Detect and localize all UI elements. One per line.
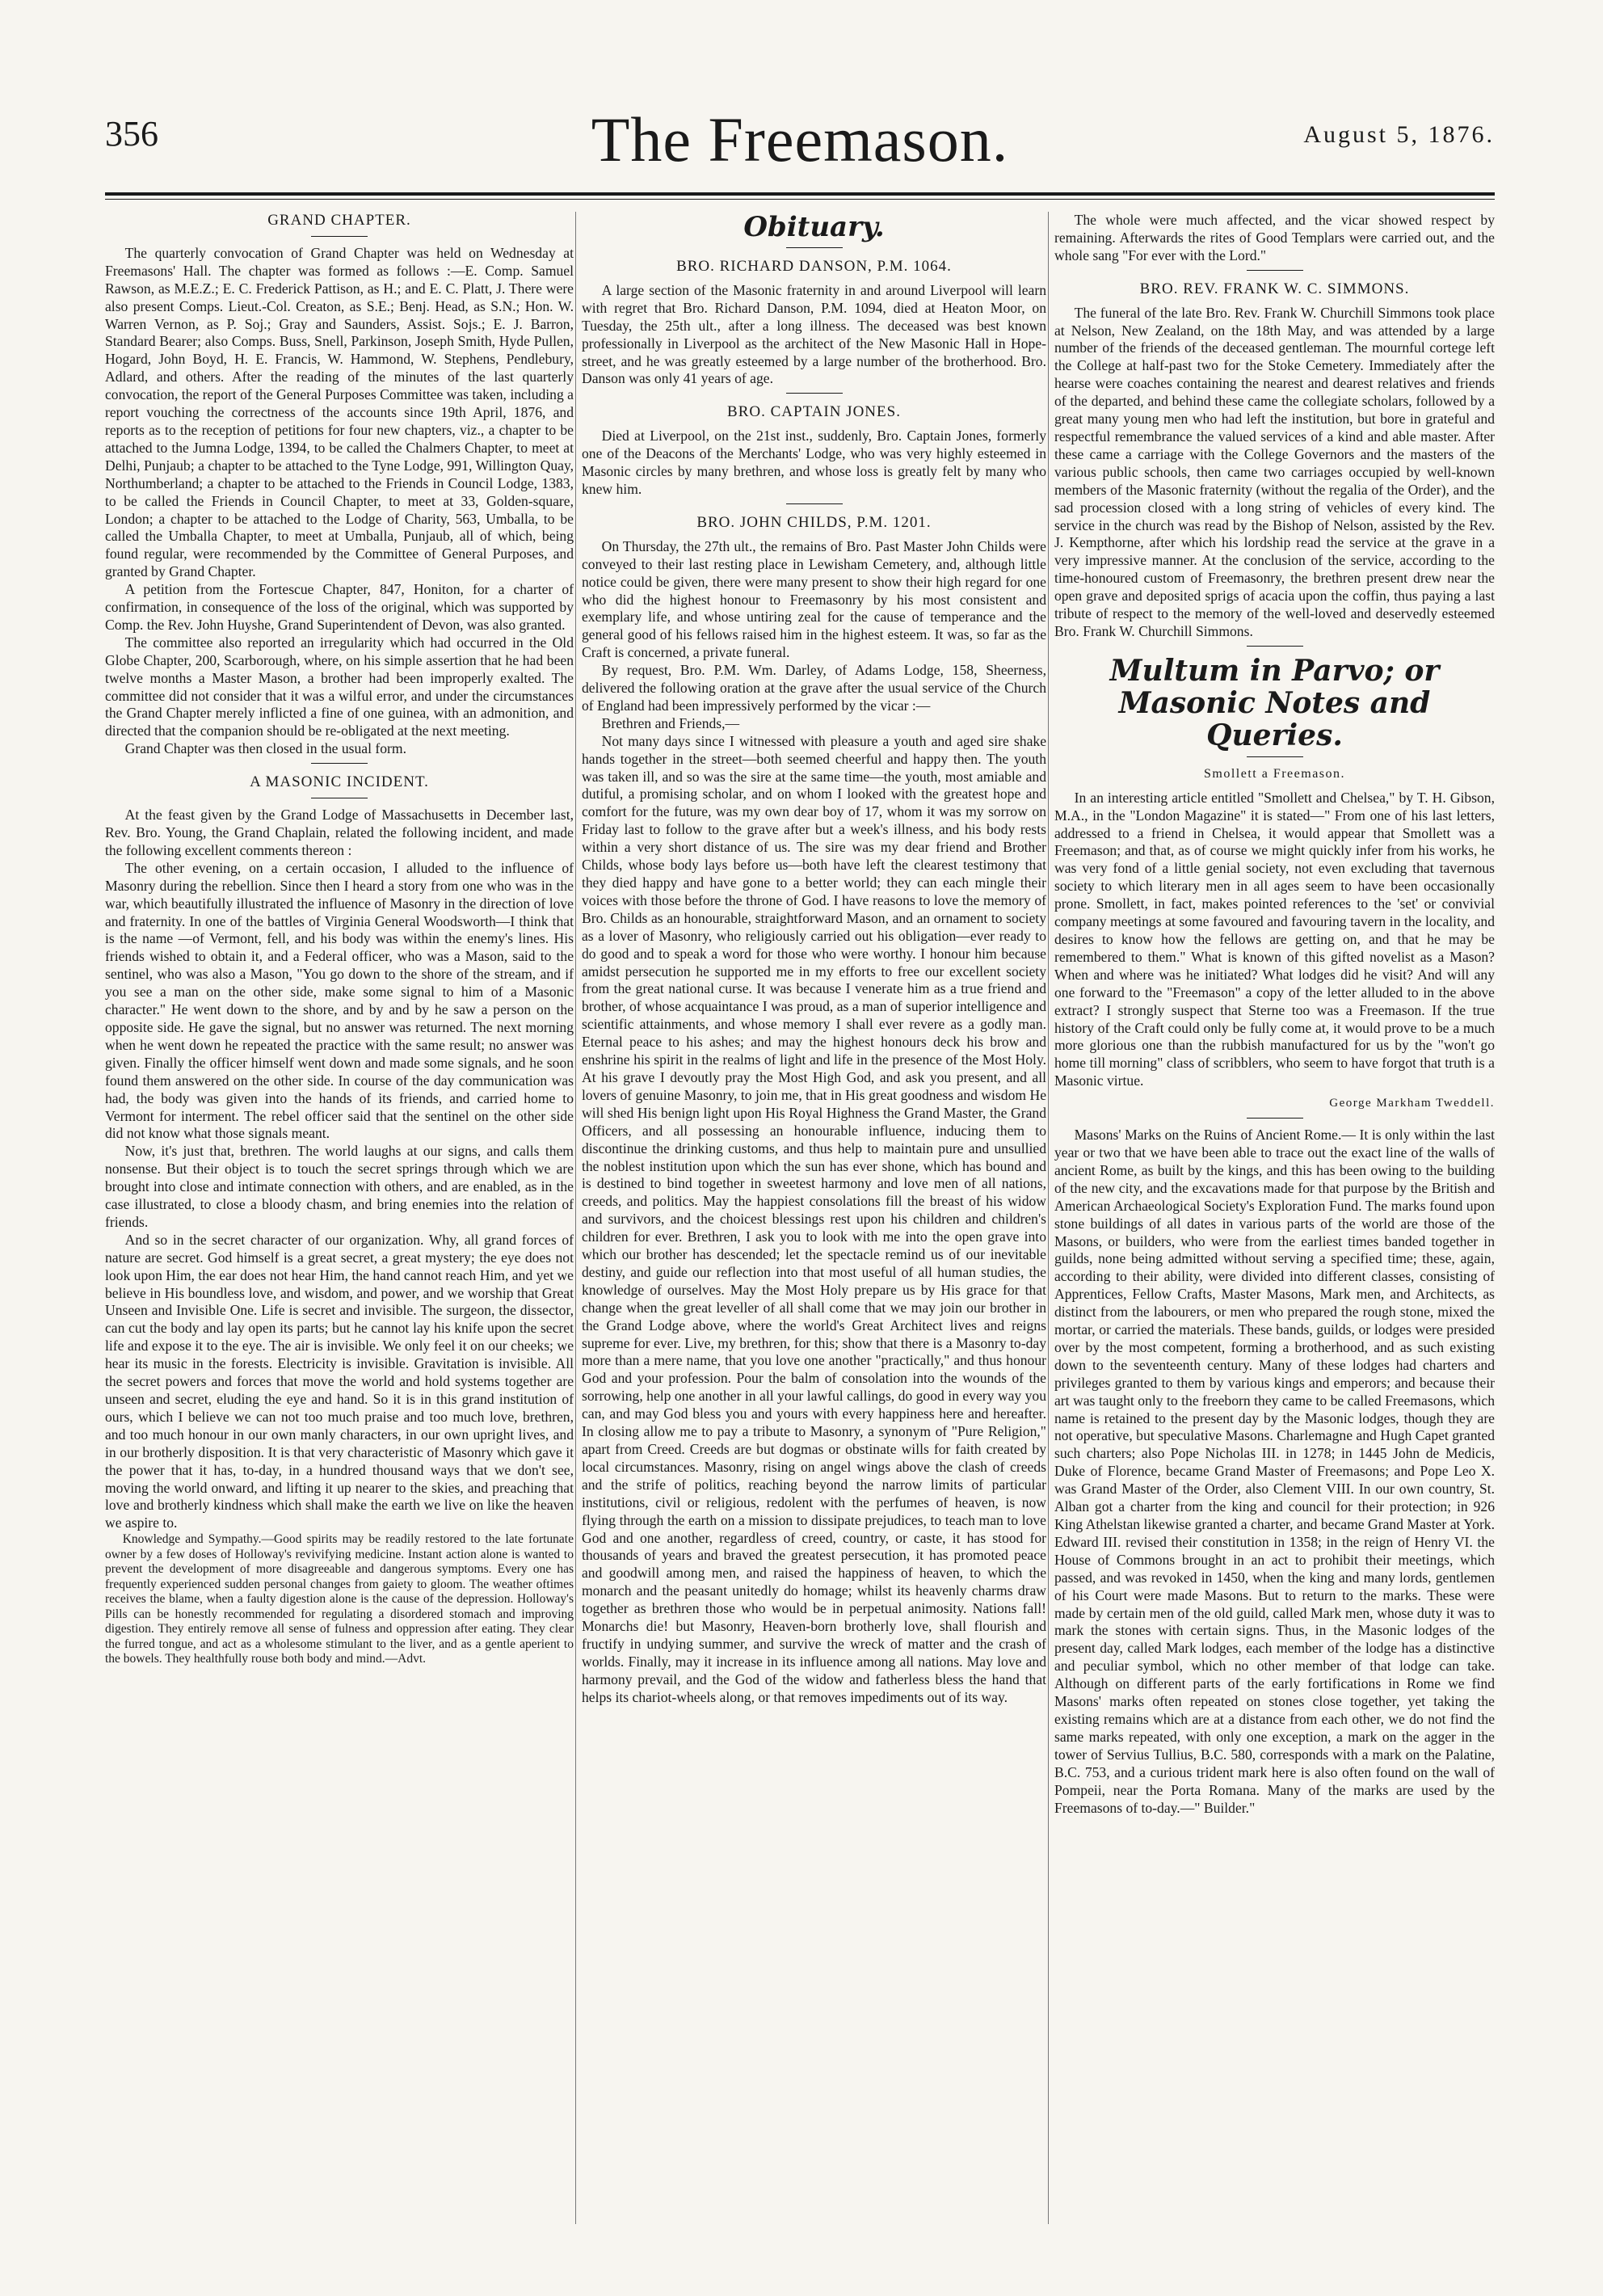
newspaper-title: The Freemason.: [591, 104, 1009, 175]
article-paragraph: At the feast given by the Grand Lodge of Massachusetts in December last, Rev. Bro. Young, the Grand Chaplain, related the following incident, and made the following excellent comments thereon :: [105, 807, 574, 858]
article-paragraph: Masons' Marks on the Ruins of Ancient Rome.— It is only within the last year or two that we have been able to trace out the exact line of the walls of ancient Rome, as built by the kings, and this has been owing to the building of the new city, and the excavations made for that purpose by the British and American Archaeological Society's Exploration Fund. The marks found upon stone buildings of all dates in various parts of the world are those of the Masons, or builders, who were from the earliest times banded together in guilds, none being admitted without serving a specified time; these, again, according to their ability, were divided into different classes, consisting of Apprentices, Fellow Crafts, Master Masons, Mark men, and Architects, as distinct from the labourers, or men who prepared the rough stone, mixed the mortar, or carried the materials. These bands, guilds, or lodges were presided over by the most competent, forming a brotherhood, and as such existing down to the seventeenth century. Many of these lodges had charters and privileges granted to them by various kings and emperors; and because their art was taught only to the freeborn they came to be called Freemasons, which name is retained to the present day by the Masonic lodges, though they are not operative, but speculative Masons. Charlemagne and Hugh Capet granted such charters; also Pope Nicholas III. in 1278; in 1445 John de Medicis, Duke of Florence, became Grand Master of Freemasons; and Pope Leo X. was Grand Master of the Order, also Clement VIII. In our own country, St. Alban got a charter from the king and council for their protection; in 926 King Athelstan likewise granted a charter, and became Grand Master at York. Edward III. revised their constitution in 1358; in the reign of Henry VI. the House of Commons brought in an act to prohibit their meetings, which passed, and was revoked in 1450, when the king and many lords, gentlemen of his Court were made Masons. But to return to the marks. These were made by certain men of the old guild, called Mark men, whose duty it was to mark the stones with certain signs. Thus, in the Masonic lodges of the present day, called Mark lodges, each member of the lodge has a distinctive and peculiar symbol, which no other member of that lodge can take. Although on different parts of the early fortifications in Rome we find Masons' marks often repeated on stones close together, yet taking the existing remains which are at a distance from each other, we do not find the same marks repeated, with only one exception, a mark on the agger in the tower of Servius Tullius, B.C. 580, corresponds with a mark on the Palatine, B.C. 753, and a curious trident mark here is also often found on the wall of Pompeii, near the Porta Romana. Many of the marks are used by the Freemasons of to-day.—" Builder.": [1054, 1127, 1495, 1816]
article-paragraph: A large section of the Masonic fraternity in and around Liverpool will learn with regret that Bro. Richard Danson, P.M. 1094, died at Heaton Moor, on Tuesday, the 25th ult., after a long illness. The deceased was best known professionally in Liverpool as the architect of the New Masonic Hall in Hope-street, and he was greatly esteemed by a large number of the brotherhood. Bro. Danson was only 41 years of age.: [582, 281, 1046, 387]
section-title: Multum in Parvo; or Masonic Notes and Queries.: [1109, 653, 1440, 752]
section-rule: [1247, 270, 1303, 271]
section-rule: [1247, 1118, 1303, 1119]
section-rule: [786, 503, 843, 504]
section-rule: [786, 393, 843, 394]
article-paragraph: Now, it's just that, brethren. The world laughs at our signs, and calls them nonsense. But their object is to touch the secret springs through which we are brought into close and intimate connection with others, and are enabled, as in the case illustrated, to close a bloody chasm, and bring enemies into the relation of friends.: [105, 1143, 574, 1230]
article-paragraph: The committee also reported an irregularity which had occurred in the Old Globe Chapter, 200, Scarborough, where, on his simple assertion that he had been twelve months a Master Mason, a brother had been improperly exalted. The committee did not consider that it was a wilful error, and under the circumstances the Grand Chapter merely inflicted a fine of one guinea, with an admonition, and directed that the companion should be re-obligated at the next meeting.: [105, 634, 574, 739]
article-heading: BRO. RICHARD DANSON, P.M. 1064.: [676, 258, 952, 275]
article-heading: BRO. JOHN CHILDS, P.M. 1201.: [696, 513, 932, 531]
section-rule: [1247, 756, 1303, 757]
article-paragraph: The quarterly convocation of Grand Chapter was held on Wednesday at Freemasons' Hall. The chapter was formed as follows :—E. Comp. Samuel Rawson, as M.E.Z.; E. C. Frederick Pattison, as H.; and E. C. Platt, J. There were also present Comps. Lieut.-Col. Creaton, as S.E.; Benj. Head, as S.N.; Hon. W. Warren Vernon, as P. Soj.; Gray and Saunders, Assist. Sojs.; E. J. Barron, Standard Bearer; also Comps. Buss, Snell, Parkinson, Joseph Smith, Hyde Pullen, Hogard, John Boyd, H. E. Francis, W. Hammond, W. Stephens, Pendlebury, Adlard, and others. After the reading of the minutes of the last quarterly convocation, the report of the General Purposes Committee was taken, including a report vouching the correctness of the accounts since 19th April, 1876, and reports as to the reception of petitions for four new chapters, viz., a chapter to be attached to the Jumna Lodge, 1394, to be called the Chalmers Chapter, to meet at Delhi, Punjaub; a chapter to be attached to the Tyne Lodge, 991, Willington Quay, Northumberland; a chapter to be attached to the Friends in Council Lodge, 1383, to be called the Friends in Council Chapter, to meet at 33, Golden-square, London; a chapter to be attached to the Lodge of Charity, 563, Umballa, to be called the Umballa Chapter, to meet at Umballa, Punjaub, all of which, being found regular, were recommended by the Committee of General Purposes, and granted by Grand Chapter.: [105, 244, 574, 580]
issue-date: August 5, 1876.: [1303, 121, 1495, 148]
article-paragraph: The other evening, on a certain occasion, I alluded to the influence of Masonry during the rebellion. Since then I heard a story from one who was in the war, which beautifully illustrated the influence of Masonry in the direction of love and fraternity. In one of the battles of Virginia General Woodsworth—I think that is the name —of Vermont, fell, and his body was within the enemy's lines. His friends wished to obtain it, and a Federal officer, who was a Mason, said to the sentinel, who was also a Mason, "You go down to the shore of the stream, and if you see a man on the other side, make some signal to him of a Masonic character." He went down to the shore, and by and by he saw a person on the opposite side. He gave the signal, but no answer was returned. The next morning when he went down he repeated the practice with the same result; no answer was given. Finally the officer himself went down and made some signals, and he soon found them answered on the other side. In course of the day communication was had, the body was given into the hands of its friends, and carried home to Vermont for interment. The rebel officer said that the sentinel on the other side did not know what those signals meant.: [105, 859, 574, 1142]
signature: George Markham Tweddell.: [1329, 1097, 1495, 1110]
section-rule: [311, 763, 368, 764]
masthead-rule: [105, 192, 1495, 196]
masthead-rule-thin: [105, 199, 1495, 200]
article-heading: BRO. REV. FRANK W. C. SIMMONS.: [1139, 280, 1410, 297]
article-paragraph: And so in the secret character of our organization. Why, all grand forces of nature are secret. God himself is a great secret, a great mystery; the eye does not look upon Him, the ear does not hear Him, the hand cannot reach Him, and yet we believe in His boundless love, and wisdom, and power, and we worship that Great Unseen and Invisible One. Life is secret and invisible. The surgeon, the dissector, can cut the body and lay open its parts; but he cannot lay his knife upon the secret life and expose it to the eye. The air is invisible. We only feel it on our cheeks; we hear its music in the forests. Electricity is invisible. Gravitation is invisible. All the secret powers and forces that move the world and hold systems together are unseen and secret, eluding the eye and hand. So it is in this grand institution of ours, which I believe we can not too much praise and too much love, brethren, and too much honour in our own manly characters, in our own upright lives, and in our brotherly disposition. It is that very characteristic of Masonry which gave it the power that it has, to-day, in a hundred thousand ways that we don't see, moving the world onward, and lifting it up nearer to the skies, and preaching that love and brotherly kindness which shall make the earth we live on like the heaven we aspire to.: [105, 1231, 574, 1531]
column-right: [1054, 212, 1495, 2264]
section-rule: [311, 236, 368, 237]
article-paragraph: The funeral of the late Bro. Rev. Frank W. Churchill Simmons took place at Nelson, New Zealand, on the 18th May, and was attended by a large number of the friends of the deceased gentleman. The mournful cortege left the College at half-past two for the Stoke Cemetery. Immediately after the hearse were coaches containing the nearest and dearest relatives and friends of the departed, and behind these came the collegiate scholars, followed by a great many young men who had left the institution, but bore in grateful and respectful remembrance the valued services of a kind and able master. After these came a carriage with the College Governors and the masters of the various public schools, then came two carriages occupied by well-known members of the Masonic fraternity (without the regalia of the Order), and the sad procession closed with a long string of vehicles of every kind. The service in the church was read by the Bishop of Nelson, assisted by the Rev. J. Kempthorne, after which his lordship read the service at the grave in a very impressive manner. At the conclusion of the service, according to the time-honoured custom of Freemasonry, the brethren present drew near the open grave and deposited sprigs of acacia upon the coffin, thus paying a last tribute of respect to the memory of the well-loved and deservedly esteemed Bro. Frank W. Churchill Simmons.: [1054, 304, 1495, 639]
section-rule: [786, 247, 843, 248]
article-paragraph: The whole were much affected, and the vicar showed respect by remaining. Afterwards the rites of Good Templars were carried out, and the whole sang "For ever with the Lord.": [1054, 212, 1495, 263]
article-paragraph: Died at Liverpool, on the 21st inst., suddenly, Bro. Captain Jones, formerly one of the Deacons of the Merchants' Lodge, who was very highly esteemed in Masonic circles by many brethren, and whose loss is greatly felt by many who knew him.: [582, 428, 1046, 497]
article-heading: A MASONIC INCIDENT.: [250, 773, 429, 791]
section-rule: [1247, 646, 1303, 647]
masthead: [105, 103, 1495, 192]
article-paragraph: In an interesting article entitled "Smollett and Chelsea," by T. H. Gibson, M.A., in the "London Magazine" it is stated—" From one of his last letters, addressed to a friend in Chelsea, it would appear that Smollett was a Freemason; and that, as of course we might quickly infer from his works, he was very fond of a little genial society, not even excluding that tavernous society to which literary men in all ages seem to have been occasionally prone. Smollett, in fact, makes pointed references to the 'set' or convivial company meetings at some favoured and favouring tavern in the locality, and desires to know how the fellows are getting on, and that he may be remembered to them." What is known of this gifted novelist as a Mason? When and where was he initiated? What lodges did he visit? And will any one forward to the "Freemason" a copy of the letter alluded to in the above extract? I strongly suspect that Sterne too was a Freemason. If the true history of the Craft could only be fully come at, it would prove to be a much more glorious one than the rubbish manufactured for us by the "won't go home till morning" class of scribblers, who seem to have forgot that truth is a Masonic virtue.: [1054, 789, 1495, 1089]
article-paragraph: Brethren and Friends,—: [601, 714, 740, 731]
column-left: [105, 212, 574, 2264]
article-paragraph: By request, Bro. P.M. Wm. Darley, of Adams Lodge, 158, Sheerness, delivered the following oration at the grave after the usual service of the Church of England had been impressively performed by the vicar :—: [582, 662, 1046, 714]
column-middle: [582, 212, 1046, 2264]
article-heading: BRO. CAPTAIN JONES.: [727, 403, 901, 421]
section-title: Obituary.: [743, 212, 885, 243]
article-paragraph: On Thursday, the 27th ult., the remains of Bro. Past Master John Childs were conveyed to their last resting place in Lewisham Cemetery, and, although little notice could be given, there were many present to show their high regard for one who did the highest honour to Freemasonry by his most consistent and exemplary life, and whose untiring zeal for the cause of temperance and the general good of his fellows raised him in the highest esteem. It was, so far as the Craft is concerned, a private funeral.: [582, 537, 1046, 661]
article-paragraph: Grand Chapter was then closed in the usual form.: [124, 740, 406, 757]
page-number: 356: [105, 114, 158, 154]
article-paragraph: A petition from the Fortescue Chapter, 847, Honiton, for a charter of confirmation, in consequence of the loss of the original, which was supported by Comp. the Rev. John Huyshe, Grand Superintendent of Devon, was also granted.: [105, 581, 574, 633]
article-subheading: Smollett a Freemason.: [1203, 766, 1346, 781]
article-heading: GRAND CHAPTER.: [267, 212, 411, 229]
article-paragraph: Not many days since I witnessed with pleasure a youth and aged sire shake hands together in the street—both seemed cheerful and happy then. The youth was taken ill, and so was the sire at the same time—the youth, most amiable and dutiful, a promising scholar, and on whom I looked with the greatest hope and comfort for the future, was my own dear boy of 17, whom it was my sorrow on Friday last to follow to the grave after but a week's illness, and his body rests within a very short distance of us. The sire was my dear friend and Brother Childs, whose body lays before us—both have left the clearest testimony that they died happy and have gone to a better world; they can each mingle their voices with those before the throne of God. I have reasons to love the memory of Bro. Childs as an honourable, straightforward Mason, and an ornament to society as a lover of Masonry, who religiously carried out his obligation—ever ready to do good and to speak a word for those who were worthy. I honour him because amidst persecution he supported me in my efforts to free our excellent society from the great national curse. It was because I venerate him as a true friend and brother, of whose acquaintance I was proud, as a man of superior intelligence and scientific attainments, and whose memory I shall ever revere as a godly man. Eternal peace to his ashes; and may the highest honours deck his brow and enshrine his spirit in the realms of light and life in the presence of the Most Holy. At his grave I devoutly pray the Most High God, and ask you present, and all lovers of genuine Masonry, to join me, that in His great goodness and wisdom He will shed His benign light upon His Royal Highness the Grand Master, the Grand Officers, and all possessing an honourable influence, inducing them to discontinue the drinking customs, and thus help to maintain pure and unsullied the noblest institution upon which the sun has ever shone, which has bound and is destined to bind together in sweetest harmony and love men of all nations, creeds, and politics. May the happiest consolations fill the breast of his widow and survivors, and the choicest blessings rest upon his children and children's children for ever. Brethren, I ask you to look with me into the open grave into which our brother has descended; let the spectacle remind us of our inevitable destiny, and guide our reflection into that most useful of all human studies, the knowledge of ourselves. May the Most Holy prepare us by His grace for that change when the great leveller of all shall come that we may join our brother in the Grand Lodge above, where the world's Great Architect lives and reigns supreme for ever. Live, my brethren, for this; show that there is a Masonry to-day more than a mere name, that you love one another "practically," and thus honour God and your profession. Pour the balm of consolation into the wounds of the sorrowing, help one another in all your lawful callings, do good in every way you can, and may God bless you and yours with every happiness here and hereafter. In closing allow me to pay a tribute to Masonry, a synonym of "Pure Religion," apart from Creed. Creeds are but dogmas or obstinate wills for faith created by local circumstances. Masonry, rising on angel wings above the clash of creeds and the strife of politics, reaching beyond the narrow limits of particular institutions, civil or religious, redolent with the perfumes of heaven, is now flying through the earth on a mission to dissipate prejudices, to teach man to love God and one another, regardless of creed, country, or caste, it has stood for thousands of years and braved the greatest persecution, it has promoted peace and goodwill among men, and raised the happiness of heaven, to which the monarch and the peasant unitedly do homage; whilst its heavenly charms draw together as brethren those who would be in perpetual animosity. Nations fall! Monarchs die! but Masonry, Heaven-born brotherly love, shall flourish and fructify in undying summer, and survive the wreck of matter and the crash of worlds. Finally, may it increase in its influence among all nations. May love and harmony prevail, and the God of the widow and fatherless bless the hand that helps its chariot-wheels along, or that removes impediments out of its way.: [582, 732, 1046, 1705]
column-divider: [1048, 212, 1049, 2224]
advertisement: Knowledge and Sympathy.—Good spirits may be readily restored to the late fortunate owner by a few doses of Holloway's revivifying medicine. Instant action alone is wanted to prevent the development of more disagreeable and dangerous symptoms. Every one has frequently experienced sudden personal changes from gaiety to gloom. The weather oftimes receives the blame, when a faulty digestion alone is the cause of the depression. Holloway's Pills can be honestly recommended for regulating a disordered stomach and improving digestion. They entirely remove all sense of fulness and oppression after eating. They clear the furred tongue, and act as a wholesome stimulant to the liver, and as a gentle aperient to the bowels. They healthfully rouse both body and mind.—Advt.: [105, 1532, 574, 1666]
column-divider: [575, 212, 576, 2224]
